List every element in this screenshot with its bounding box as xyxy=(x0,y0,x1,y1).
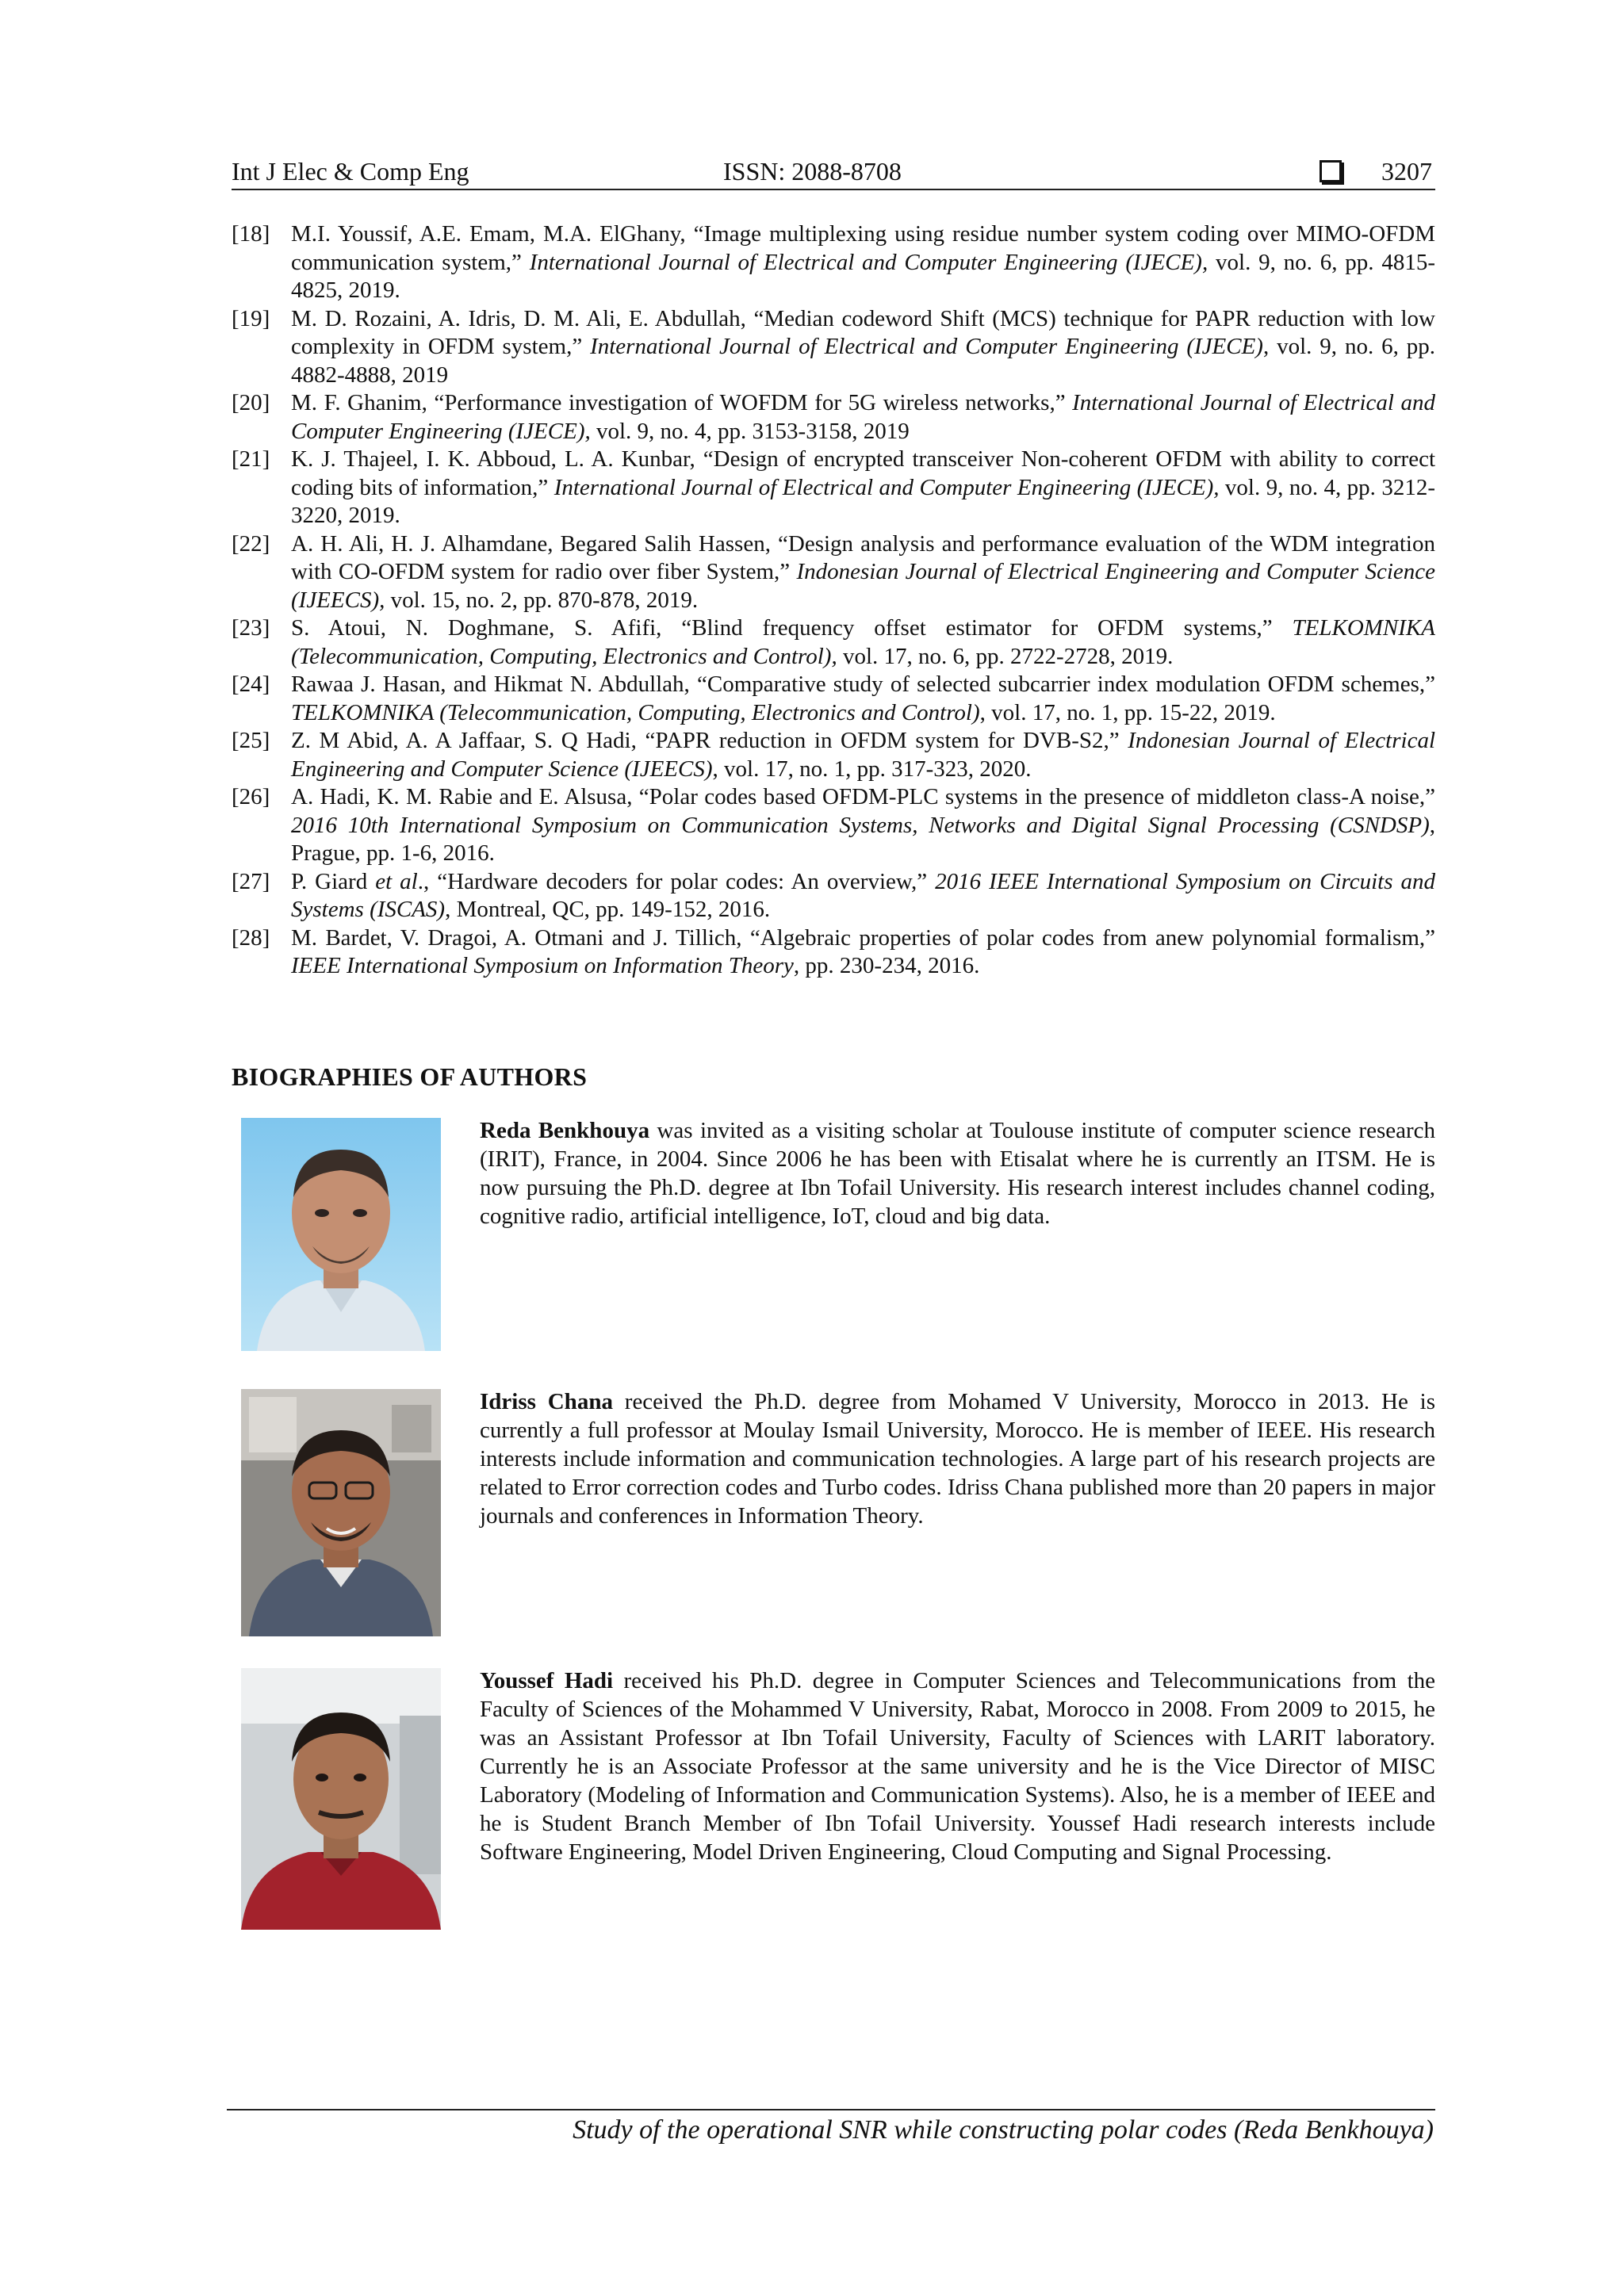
reference-number: [18] xyxy=(232,221,270,247)
reference-item xyxy=(232,727,1435,783)
reference-details: , vol. 17, no. 1, pp. 15-22, 2019. xyxy=(979,699,1276,725)
author-photo xyxy=(241,1389,441,1636)
reference-number: [28] xyxy=(232,924,270,951)
reference-text xyxy=(291,220,1435,305)
reference-item xyxy=(232,924,1435,981)
reference-number: [26] xyxy=(232,784,270,809)
author-bio xyxy=(232,1116,1435,1354)
reference-number: [22] xyxy=(232,530,270,557)
author-description: was invited as a visiting scholar at Toulouse institute of computer science research (IRIT), France, in 2004. Since 2006 he has been with Etisalat where he is currently an ITSM. He is now pursuing the Ph.D. degree at Ibn Tofail University. His research interest includes channel coding, cognitive radio, artificial intelligence, IoT, cloud and big data. xyxy=(480,1118,1435,1229)
journal-name: Int J Elec & Comp Eng xyxy=(232,157,469,186)
reference-details: vol. 9, no. 4, pp. 3212-3220, 2019. xyxy=(291,474,1435,528)
section-heading-biographies: BIOGRAPHIES OF AUTHORS xyxy=(232,1062,588,1091)
reference-item xyxy=(232,389,1435,446)
reference-venue: International Journal of Electrical and Computer Engineering (IJECE), xyxy=(553,474,1220,500)
reference-text xyxy=(291,727,1435,783)
running-header xyxy=(232,154,1435,190)
reference-authors-title: K. J. Thajeel, I. K. Abboud, L. A. Kunbar, “Design of encrypted transceiver Non-coherent OFDM with ability to correct coding bits of information,” xyxy=(291,446,1435,500)
author-photo xyxy=(241,1118,441,1351)
reference-item xyxy=(232,220,1435,305)
reference-details: , Montreal, QC, pp. 149-152, 2016. xyxy=(445,897,771,922)
reference-venue: International Journal of Electrical and Computer Engineering (IJECE), xyxy=(291,390,1435,444)
reference-authors-title: M.I. Youssif, A.E. Emam, M.A. ElGhany, “Image multiplexing using residue number system coding over MIMO-OFDM communication system,” xyxy=(291,221,1435,275)
reference-venue: International Journal of Electrical and Computer Engineering (IJECE) xyxy=(590,334,1263,359)
reference-details: vol. 9, no. 4, pp. 3153-3158, 2019 xyxy=(590,418,910,444)
reference-title: ., “Hardware decoders for polar codes: An overview,” xyxy=(417,868,936,894)
reference-text xyxy=(291,868,1435,924)
reference-text xyxy=(291,614,1435,671)
reference-text xyxy=(291,924,1435,981)
reference-venue: Indonesian Journal of Electrical Engineering and Computer Science (IJEECS), xyxy=(291,559,1435,613)
reference-item xyxy=(232,868,1435,924)
reference-venue: International Journal of Electrical and Computer Engineering (IJECE), xyxy=(529,249,1208,275)
square-bullet-icon xyxy=(1320,160,1342,182)
reference-text xyxy=(291,783,1435,868)
reference-authors-title: M. Bardet, V. Dragoi, A. Otmani and J. Tillich, “Algebraic properties of polar codes from anew polynomial formalism,” xyxy=(291,924,1435,951)
author-bio xyxy=(232,1667,1435,1936)
author-name: Youssef Hadi xyxy=(480,1668,614,1693)
author-name: Reda Benkhouya xyxy=(480,1118,650,1143)
reference-authors-title: A. H. Ali, H. J. Alhamdane, Begared Salih Hassen, “Design analysis and performance evaluation of the WDM integration with CO-OFDM system for radio over fiber System,” xyxy=(291,530,1435,584)
reference-venue: 2016 IEEE International Symposium on Circuits and Systems (ISCAS) xyxy=(291,868,1436,922)
reference-item xyxy=(232,530,1435,615)
reference-item xyxy=(232,614,1435,671)
reference-et-al: et al xyxy=(375,868,418,894)
author-description: received the Ph.D. degree from Mohamed V University, Morocco in 2013. He is currently a full professor at Moulay Ismail University, Morocco. He is member of IEEE. His research interests include information and communication technologies. A large part of his research projects are related to Error correction codes and Turbo codes. Idriss Chana published more than 20 papers in major journals and conferences in Information Theory. xyxy=(480,1389,1435,1529)
author-photo xyxy=(241,1668,441,1930)
reference-number: [21] xyxy=(232,446,270,472)
author-description: received his Ph.D. degree in Computer Sciences and Telecommunications from the Faculty of Sciences of the Mohammed V University, Rabat, Morocco in 2008. From 2009 to 2015, he was an Assistant Professor at Ibn Tofail University, Faculty of Sciences with LARIT laboratory. Currently he is an Associate Professor at the same university and he is the Vice Director of MISC Laboratory (Modeling of Information and Communication Systems). Also, he is a member of IEEE and he is Student Branch Member of Ibn Tofail University. Youssef Hadi research interests include Software Engineering, Model Driven Engineering, Cloud Computing and Signal Processing. xyxy=(480,1668,1436,1865)
reference-text xyxy=(291,530,1435,615)
reference-text xyxy=(291,389,1435,446)
reference-number: [23] xyxy=(232,615,270,641)
running-footer: Study of the operational SNR while constructing polar codes (Reda Benkhouya) xyxy=(573,2115,1434,2145)
reference-number: [20] xyxy=(232,390,270,415)
reference-details: vol. 17, no. 6, pp. 2722-2728, 2019. xyxy=(837,643,1174,669)
author-bio-text xyxy=(480,1116,1435,1230)
reference-item xyxy=(232,446,1435,530)
reference-text xyxy=(291,446,1435,530)
reference-venue: TELKOMNIKA (Telecommunication, Computing, Electronics and Control) xyxy=(291,699,980,725)
reference-details: , vol. 17, no. 1, pp. 317-323, 2020. xyxy=(712,756,1032,782)
reference-details: , pp. 230-234, 2016. xyxy=(793,953,980,978)
reference-venue: TELKOMNIKA (Telecommunication, Computing, Electronics and Control), xyxy=(291,615,1435,669)
reference-details: vol. 9, no. 6, pp. 4815-4825, 2019. xyxy=(291,249,1435,303)
reference-details: vol. 15, no. 2, pp. 870-878, 2019. xyxy=(385,587,699,613)
reference-text xyxy=(291,305,1435,390)
reference-item xyxy=(232,783,1435,868)
author-bio-text xyxy=(480,1387,1435,1530)
reference-authors-title: A. Hadi, K. M. Rabie and E. Alsusa, “Polar codes based OFDM-PLC systems in the presence of middleton class-A noise,” xyxy=(291,784,1435,809)
reference-details: , Prague, pp. 1-6, 2016. xyxy=(291,812,1435,866)
author-name: Idriss Chana xyxy=(480,1389,613,1414)
author-bio xyxy=(232,1387,1435,1641)
reference-authors-title: M. F. Ghanim, “Performance investigation of WOFDM for 5G wireless networks,” xyxy=(291,390,1073,415)
reference-authors-title: Rawaa J. Hasan, and Hikmat N. Abdullah, “Comparative study of selected subcarrier index modulation OFDM schemes,” xyxy=(291,672,1435,697)
reference-number: [27] xyxy=(232,868,270,894)
issn: ISSN: 2088-8708 xyxy=(723,157,902,186)
footer-divider xyxy=(227,2109,1435,2110)
page-number: 3207 xyxy=(1381,157,1432,186)
reference-list xyxy=(232,220,1435,981)
reference-authors: P. Giard xyxy=(291,868,376,894)
reference-number: [19] xyxy=(232,305,270,331)
reference-venue: 2016 10th International Symposium on Communication Systems, Networks and Digital Signal Processing (CSNDSP) xyxy=(291,812,1430,838)
reference-number: [24] xyxy=(232,672,270,697)
reference-authors-title: Z. M Abid, A. A Jaffaar, S. Q Hadi, “PAPR reduction in OFDM system for DVB-S2,” xyxy=(291,728,1128,753)
reference-item xyxy=(232,305,1435,390)
reference-venue: IEEE International Symposium on Information Theory xyxy=(291,953,794,978)
reference-details: , vol. 9, no. 6, pp. 4882-4888, 2019 xyxy=(291,334,1435,388)
author-bio-text xyxy=(480,1667,1435,1866)
reference-item xyxy=(232,671,1435,727)
reference-venue: Indonesian Journal of Electrical Engineering and Computer Science (IJEECS) xyxy=(291,728,1435,782)
reference-authors-title: M. D. Rozaini, A. Idris, D. M. Ali, E. Abdullah, “Median codeword Shift (MCS) technique for PAPR reduction with low complexity in OFDM system,” xyxy=(291,305,1435,359)
reference-text xyxy=(291,671,1435,727)
reference-number: [25] xyxy=(232,728,270,753)
reference-authors-title: S. Atoui, N. Doghmane, S. Afifi, “Blind frequency offset estimator for OFDM systems,” xyxy=(291,615,1293,641)
